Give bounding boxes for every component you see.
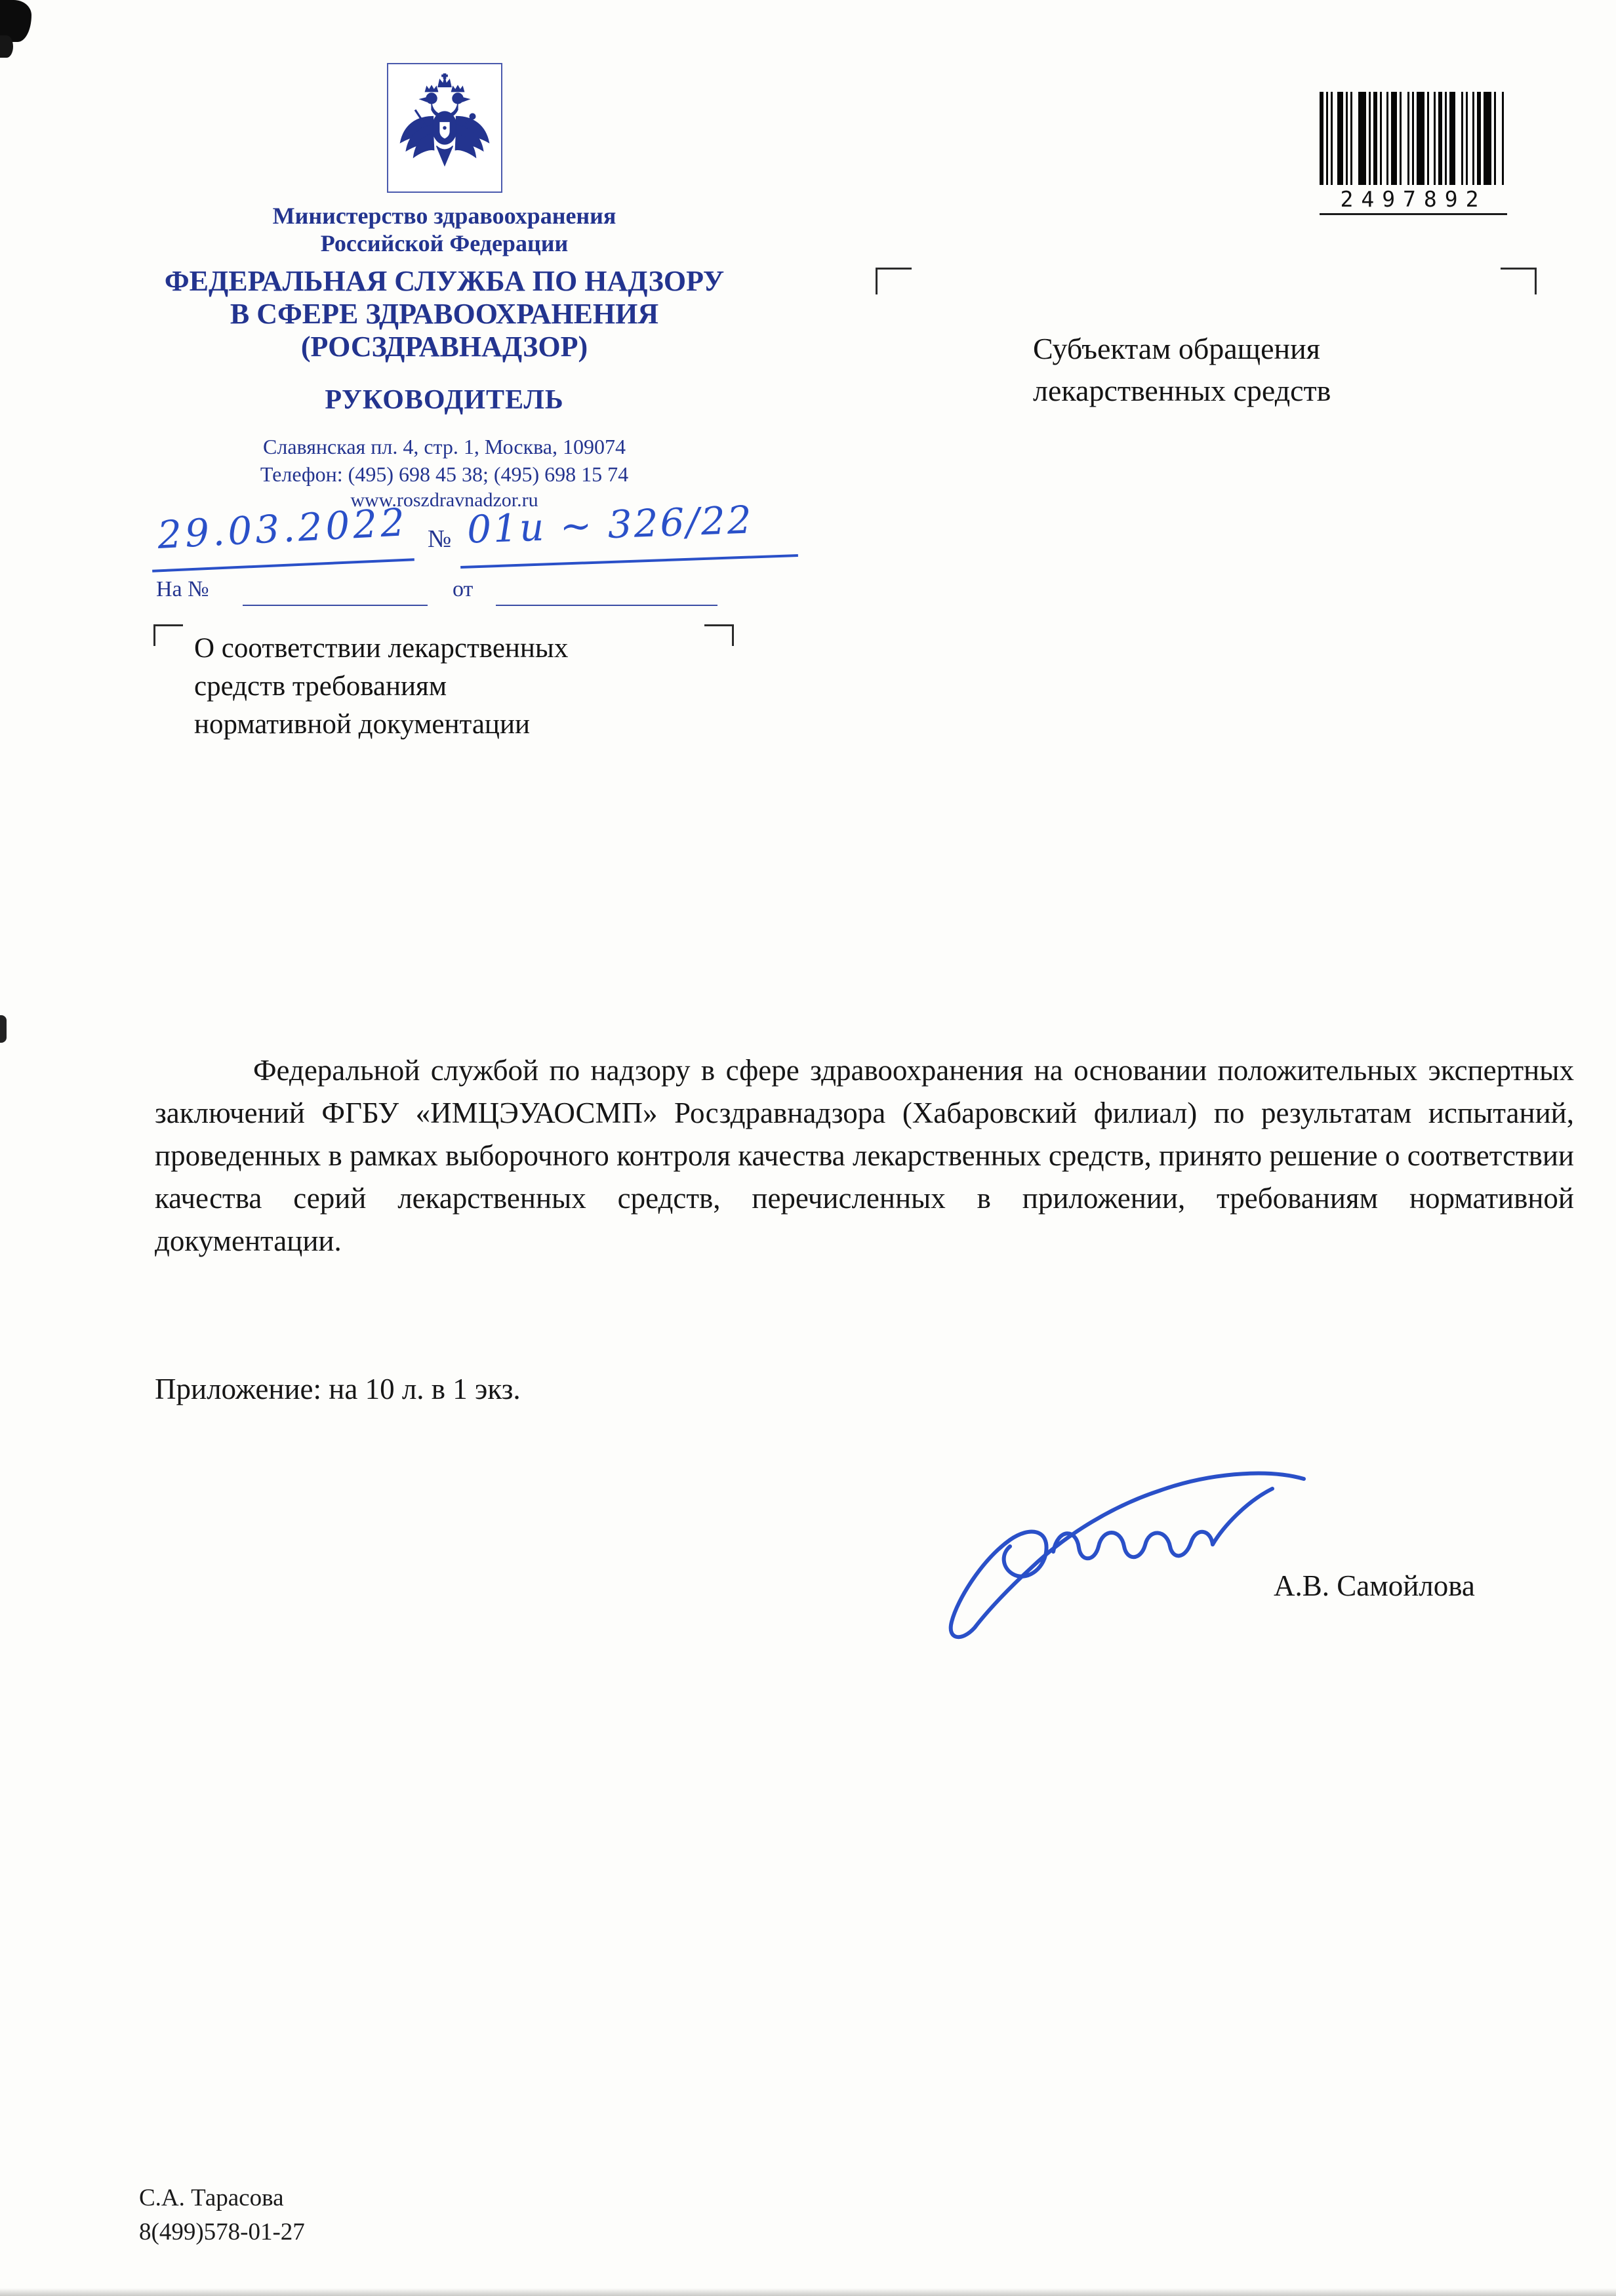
- executor-phone: 8(499)578-01-27: [139, 2219, 305, 2246]
- subject-line3: нормативной документации: [194, 709, 530, 740]
- addressee-line1: Субъектам обращения: [1033, 332, 1320, 365]
- handwritten-signature: [897, 1430, 1330, 1646]
- ministry-name-line1: Министерство здравоохранения: [272, 203, 616, 229]
- letterhead-address: Славянская пл. 4, стр. 1, Москва, 109074: [263, 435, 626, 458]
- signer-name: А.В. Самойлова: [1274, 1569, 1475, 1602]
- executor-name: С.А. Тарасова: [139, 2185, 284, 2211]
- addressee-corner-mark-right: [1501, 268, 1537, 294]
- barcode-block: [1320, 92, 1507, 215]
- scan-artifact-top-left-2: [0, 35, 13, 58]
- handwritten-date: 29.03.2022: [156, 500, 409, 557]
- body-paragraph: Федеральной службой по надзору в сфере здравоохранения на основании положительных экспертных заключений ФГБУ «ИМЦЭУАОСМП» Росздравнадзора (Хабаровский филиал) по результатам испытаний, проведенных в рамках выборочного контроля качества лекарственных средств, принято решение о соответствии качества серий лекарственных средств, перечисленных в приложении, требованиям нормативной документации.: [155, 1054, 1574, 1257]
- addressee-corner-mark-left: [876, 268, 912, 294]
- emblem-frame: [387, 63, 502, 193]
- reply-to-label: На №: [156, 577, 209, 601]
- reply-date-blank-line: [496, 605, 717, 606]
- subject-corner-mark-left: [153, 624, 183, 646]
- attachment-line: Приложение: на 10 л. в 1 экз.: [155, 1373, 521, 1405]
- subject-line1: О соответствии лекарственных: [194, 633, 569, 664]
- number-underline: [460, 554, 798, 569]
- barcode-icon: [1320, 92, 1507, 185]
- service-name-line2: В СФЕРЕ ЗДРАВООХРАНЕНИЯ: [230, 298, 659, 330]
- subject-block: [194, 630, 568, 744]
- date-underline: [152, 558, 414, 572]
- russian-coat-of-arms-icon: [395, 71, 494, 184]
- addressee-block: [1033, 328, 1331, 412]
- executor-block: [139, 2181, 305, 2249]
- addressee-line2: лекарственных средств: [1033, 374, 1331, 407]
- number-sign: №: [428, 525, 452, 553]
- service-name-line1: ФЕДЕРАЛЬНАЯ СЛУЖБА ПО НАДЗОРУ: [164, 265, 725, 297]
- letterhead: [121, 63, 767, 513]
- position-title: РУКОВОДИТЕЛЬ: [325, 385, 564, 415]
- reply-number-blank-line: [243, 605, 428, 606]
- letterhead-website: www.roszdravnadzor.ru: [350, 489, 538, 511]
- subject-corner-mark-right: [704, 624, 734, 646]
- subject-line2: средств требованиям: [194, 671, 447, 702]
- reply-from-label: от: [453, 577, 474, 601]
- scan-artifact-left-edge: [0, 1015, 7, 1043]
- letterhead-phone: Телефон: (495) 698 45 38; (495) 698 15 74: [260, 462, 629, 486]
- service-name-line3: (РОСЗДРАВНАДЗОР): [300, 331, 588, 363]
- barcode-number: 2497892: [1320, 186, 1507, 215]
- ministry-name-line2: Российской Федерации: [320, 230, 569, 256]
- scan-edge-shadow: [0, 2288, 1616, 2296]
- handwritten-outgoing-number: 01и ~ 326/22: [466, 497, 754, 552]
